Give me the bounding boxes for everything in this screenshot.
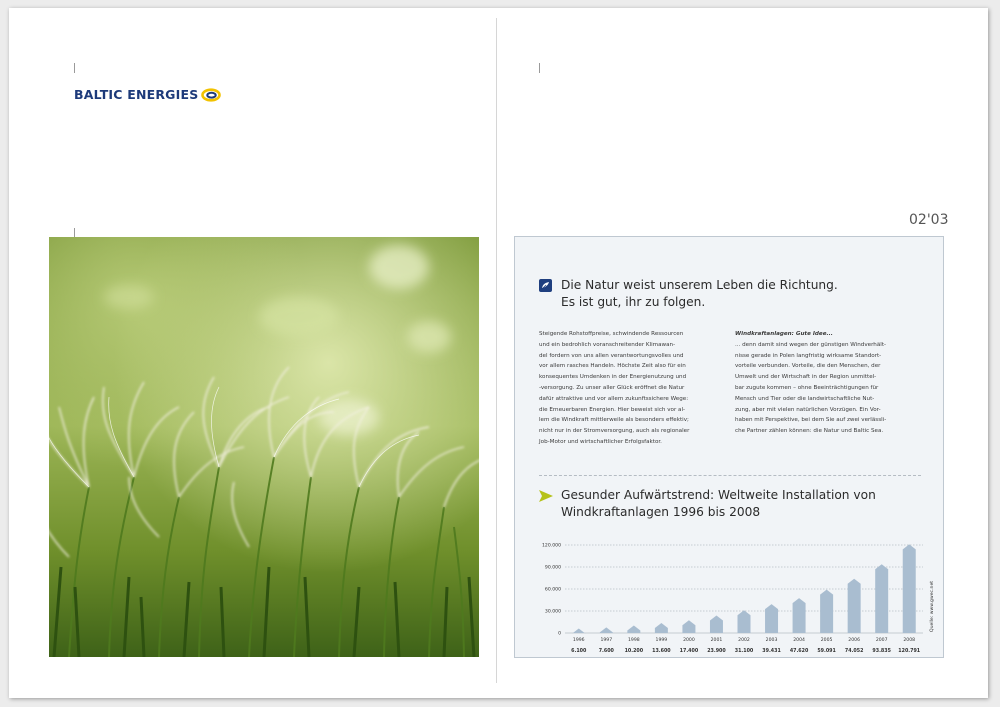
bar [848, 579, 861, 633]
y-tick-label: 30.000 [544, 609, 561, 615]
x-tick-label: 1999 [655, 638, 668, 643]
column-subheading: Windkraftanlagen: Gute Idee... [735, 331, 833, 337]
x-tick-label: 1998 [627, 638, 640, 643]
text-line: bar zugute kommen – ohne Beeinträchtigungen für [735, 384, 879, 391]
x-tick-label: 2005 [820, 638, 833, 643]
x-tick-label: 2003 [765, 638, 778, 643]
brand-logo [74, 87, 221, 102]
data-label: 13.600 [652, 649, 671, 654]
data-label: 6.100 [571, 649, 587, 654]
y-tick-label: 0 [558, 631, 561, 637]
data-label: 47.620 [789, 649, 809, 654]
text-line: Job-Motor und wirtschaftlicher Erfolgsfaktor. [539, 438, 662, 445]
info-panel [514, 236, 944, 658]
section2-title-line1: Gesunder Aufwärtstrend: Weltweite Installation von [561, 488, 876, 502]
data-label: 31.100 [734, 649, 754, 654]
bar [627, 626, 640, 633]
bar [572, 629, 585, 634]
section2-title-line2: Windkraftanlagen 1996 bis 2008 [561, 505, 761, 519]
brand-ring-icon [201, 88, 221, 102]
text-line: zung, aber mit vielen natürlichen Vorzügen. Ein Vor- [735, 406, 881, 413]
page-fold [496, 18, 497, 683]
text-line: Umwelt und der Wirtschaft in der Region unmittel- [735, 374, 877, 381]
x-tick-label: 2001 [710, 638, 723, 643]
text-line: haben mit Perspektive, bei dem Sie auf zwei verlässli- [735, 417, 887, 424]
text-line: nicht nur in der Stromversorgung, auch als regionaler [539, 428, 690, 435]
x-tick-label: 2000 [683, 638, 695, 643]
brochure-spread [9, 8, 988, 698]
text-line: Steigende Rohstoffpreise, schwindende Ressourcen [539, 331, 684, 337]
crop-tick [74, 63, 75, 73]
text-line: che Partner zählen können: die Natur und Baltic Sea. [735, 428, 884, 435]
text-line: vorteile verbunden. Vorteile, die den Menschen, der [735, 363, 881, 370]
page-number: 02'03 [909, 212, 949, 228]
text-line: konsequentes Umdenken in der Energienutzung und [539, 374, 687, 381]
section1-title-line2: Es ist gut, ihr zu folgen. [561, 295, 706, 309]
text-line: ... denn damit sind wegen der günstigen Windverhält- [735, 341, 887, 348]
x-tick-label: 2004 [793, 638, 805, 643]
x-tick-label: 1997 [600, 638, 613, 643]
data-label: 74.052 [844, 649, 864, 654]
bar [820, 590, 833, 633]
text-line: und ein bedrohlich voranschreitender Klimawan- [539, 341, 676, 348]
text-line: die Erneuerbaren Energien. Hier beweist sich vor al- [539, 406, 686, 413]
x-tick-label: 2007 [875, 638, 888, 643]
x-tick-label: 2002 [738, 638, 750, 643]
text-line: -versorgung. Zu unser aller Glück eröffnet die Natur [539, 384, 685, 391]
x-tick-label: 2008 [903, 638, 916, 643]
data-label: 23.900 [707, 649, 726, 654]
section1-title-line1: Die Natur weist unserem Leben die Richtung. [561, 278, 838, 292]
grass-illustration [49, 237, 479, 657]
bar [765, 604, 778, 633]
wind-installation-chart [515, 237, 945, 659]
text-line: lem die Windkraft mittlerweile als besonders effektiv; [539, 417, 689, 424]
bar [600, 627, 613, 633]
bar [655, 623, 668, 633]
data-label: 39.431 [762, 649, 781, 654]
brand-name: BALTIC ENERGIES [74, 87, 199, 102]
text-line: vor allem rasches Handeln. Höchste Zeit also für ein [539, 363, 686, 370]
y-tick-label: 90.000 [544, 565, 561, 571]
grass-photo [49, 237, 479, 657]
crop-tick [539, 63, 540, 73]
bar [903, 544, 916, 633]
data-label: 59.091 [817, 649, 836, 654]
text-line: Mensch und Tier oder die landwirtschaftliche Nut- [735, 395, 875, 402]
x-tick-label: 2006 [848, 638, 861, 643]
data-label: 120.791 [898, 649, 921, 654]
data-label: 93.835 [872, 649, 891, 654]
bar [710, 615, 723, 633]
text-line: dafür attraktive und vor allem zukunftssichere Wege: [539, 395, 689, 402]
text-line: nisse gerade in Polen langfristig wirksame Standort- [735, 352, 882, 359]
y-tick-label: 120.000 [542, 543, 561, 549]
chart-source: Quelle: www.gwec.net [930, 580, 935, 632]
data-label: 10.200 [624, 649, 644, 654]
bar [875, 564, 888, 633]
y-tick-label: 60.000 [544, 587, 561, 593]
text-line: del fordern von uns allen verantwortungsvolles und [539, 352, 684, 359]
bar [738, 610, 751, 633]
bar [793, 598, 806, 633]
bar [682, 620, 695, 633]
x-tick-label: 1996 [572, 638, 585, 643]
data-label: 7.600 [598, 649, 614, 654]
data-label: 17.400 [679, 649, 699, 654]
